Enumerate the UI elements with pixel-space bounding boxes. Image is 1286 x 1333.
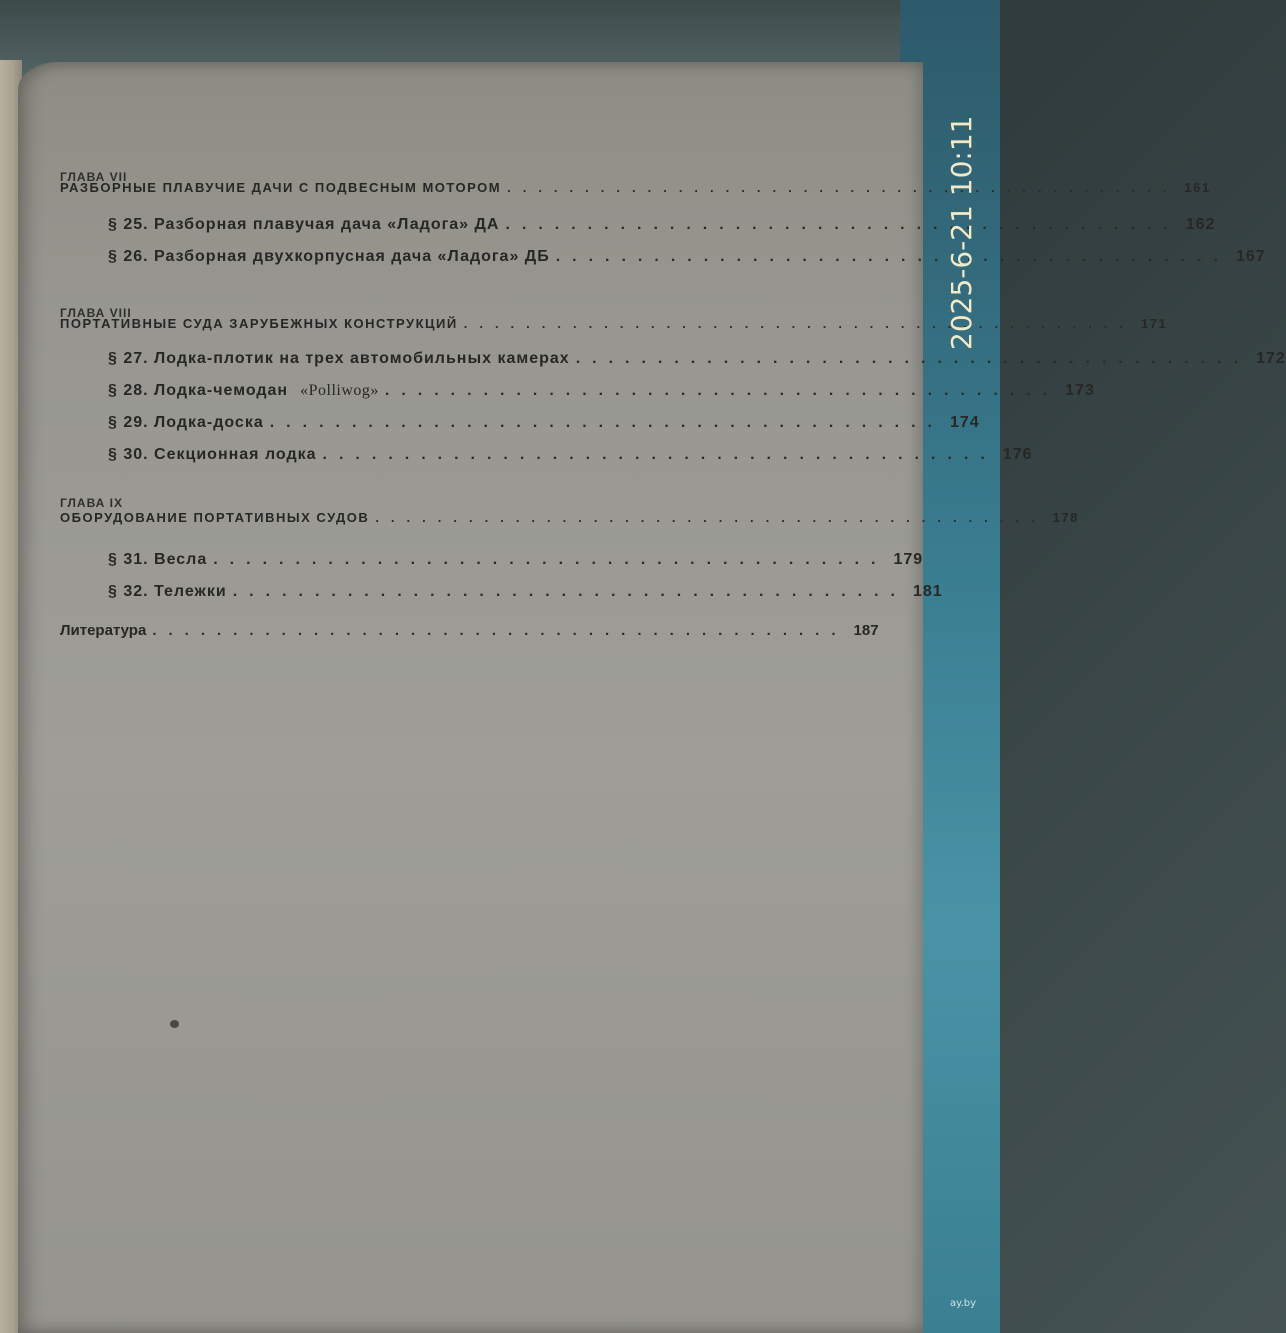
chapter-label: ГЛАВА VII — [60, 170, 128, 184]
section-title: § 32. Тележки — [108, 583, 227, 600]
toc-section-row — [108, 216, 1216, 234]
dot-leader: ......................................... — [232, 583, 907, 600]
dot-leader: ......................................... — [575, 350, 1250, 367]
toc-section-row — [108, 551, 924, 569]
page-number: 173 — [1065, 382, 1095, 399]
chapter-label: ГЛАВА VIII — [60, 306, 132, 320]
chapter-title: РАЗБОРНЫЕ ПЛАВУЧИЕ ДАЧИ С ПОДВЕСНЫМ МОТОРОМ — [60, 180, 502, 195]
section-title: § 25. Разборная плавучая дача «Ладога» ДА — [108, 216, 500, 233]
toc-literature-row — [60, 622, 879, 639]
photo-timestamp: 2025-6-21 10:11 — [945, 115, 978, 350]
dot-leader: ........................................... — [507, 180, 1179, 195]
page-number: 179 — [893, 551, 924, 568]
page-number: 172 — [1255, 350, 1286, 367]
section-title: § 30. Секционная лодка — [108, 446, 317, 463]
chapter-title: ПОРТАТИВНЫЕ СУДА ЗАРУБЕЖНЫХ КОНСТРУКЦИЙ — [60, 316, 458, 331]
dot-leader: ......................................... — [384, 382, 1060, 399]
toc-section-row — [108, 414, 980, 432]
page-number: 167 — [1235, 248, 1266, 265]
section-title: § 28. Лодка-чемодан — [108, 382, 289, 399]
page-number: 171 — [1141, 316, 1168, 331]
toc-chapter-row — [60, 510, 1079, 525]
section-title: § 26. Разборная двухкорпусная дача «Ладога» ДБ — [108, 248, 550, 265]
toc-section-row — [108, 248, 1266, 266]
page-number: 187 — [853, 622, 879, 639]
toc-section-row — [108, 350, 1286, 368]
section-title-latin: «Polliwog» — [300, 382, 379, 399]
watermark: ay.by — [950, 1298, 977, 1309]
dot-leader: ......................................... — [322, 446, 997, 463]
dot-leader: ........................................... — [152, 622, 848, 639]
toc-section-row — [108, 382, 1095, 400]
toc-chapter-row — [60, 180, 1211, 195]
chapter-label: ГЛАВА IX — [60, 496, 123, 510]
section-title: § 29. Лодка-доска — [108, 414, 264, 431]
dot-leader: ......................................... — [213, 551, 888, 568]
toc-chapter-row — [60, 316, 1168, 331]
literature-title: Литература — [60, 622, 147, 639]
toc-section-row — [108, 446, 1033, 464]
page-number: 176 — [1002, 446, 1033, 463]
dot-leader: ........................................... — [463, 316, 1136, 331]
section-title: § 27. Лодка-плотик на трех автомобильных камерах — [108, 350, 570, 367]
page-number: 174 — [950, 414, 980, 431]
dot-leader: ......................................... — [555, 248, 1230, 265]
chapter-title: ОБОРУДОВАНИЕ ПОРТАТИВНЫХ СУДОВ — [60, 510, 370, 525]
toc-section-row — [108, 583, 943, 601]
dot-leader: ........................................... — [375, 510, 1047, 525]
dot-leader: ......................................... — [269, 414, 944, 431]
page-number: 162 — [1185, 216, 1216, 233]
section-title: § 31. Весла — [108, 551, 208, 568]
dot-leader: ......................................... — [505, 216, 1180, 233]
page-number: 178 — [1052, 510, 1079, 525]
page-number: 181 — [913, 583, 943, 600]
page-number: 161 — [1184, 180, 1211, 195]
